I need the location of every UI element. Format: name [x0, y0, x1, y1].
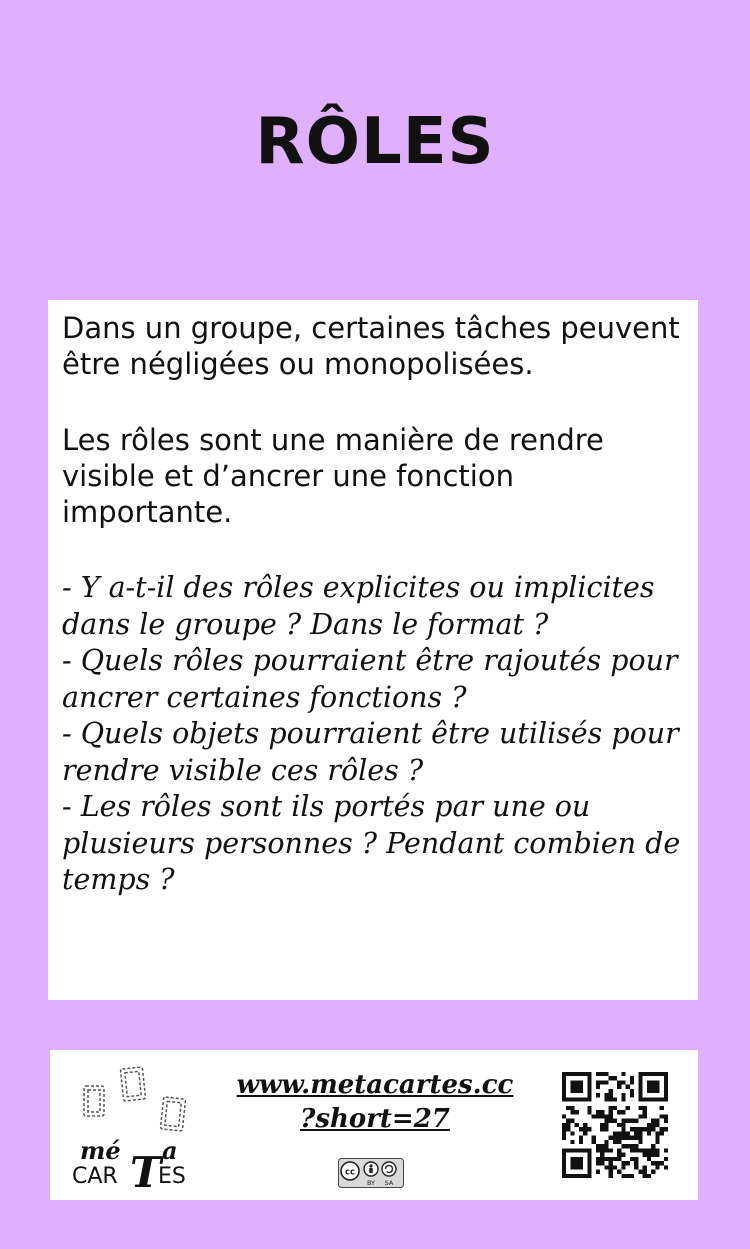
svg-text:cc: cc — [344, 1167, 356, 1178]
logo-text: CAR — [72, 1164, 118, 1189]
roles-paragraph: Les rôles sont une manière de rendre visible et d’ancrer une fonction importante. — [62, 423, 604, 529]
question-item: - Les rôles sont ils portés par une ou plusieurs personnes ? Pendant combien de temps ? — [62, 790, 681, 896]
logo-text: a — [162, 1136, 178, 1165]
logo-text: ES — [158, 1164, 186, 1189]
license-sa-label: SA — [384, 1179, 394, 1187]
question-item: - Quels objets pourraient être utilisés pour rendre visible ces rôles ? — [62, 717, 679, 787]
website-link[interactable] — [220, 1068, 530, 1136]
question-list — [62, 570, 684, 899]
logo-text: mé — [80, 1136, 121, 1165]
logo-text: T — [130, 1148, 162, 1197]
cards-icon — [72, 1060, 202, 1140]
cc-by-sa-icon — [338, 1158, 404, 1188]
question-item: - Y a-t-il des rôles explicites ou implicites dans le groupe ? Dans le format ? — [62, 571, 655, 641]
qr-code-icon[interactable] — [562, 1072, 668, 1178]
metacartes-logo — [72, 1060, 202, 1197]
content-panel — [48, 300, 698, 1000]
footer-panel — [50, 1050, 698, 1200]
question-item: - Quels rôles pourraient être rajoutés pour ancrer certaines fonctions ? — [62, 644, 678, 714]
url-line-1[interactable]: www.metacartes.cc — [236, 1070, 514, 1100]
url-line-2[interactable]: ?short=27 — [300, 1104, 450, 1134]
intro-paragraph: Dans un groupe, certaines tâches peuvent être négligées ou monopolisées. — [62, 311, 680, 381]
license-by-label: BY — [366, 1179, 376, 1187]
card-title: RÔLES — [255, 105, 495, 179]
